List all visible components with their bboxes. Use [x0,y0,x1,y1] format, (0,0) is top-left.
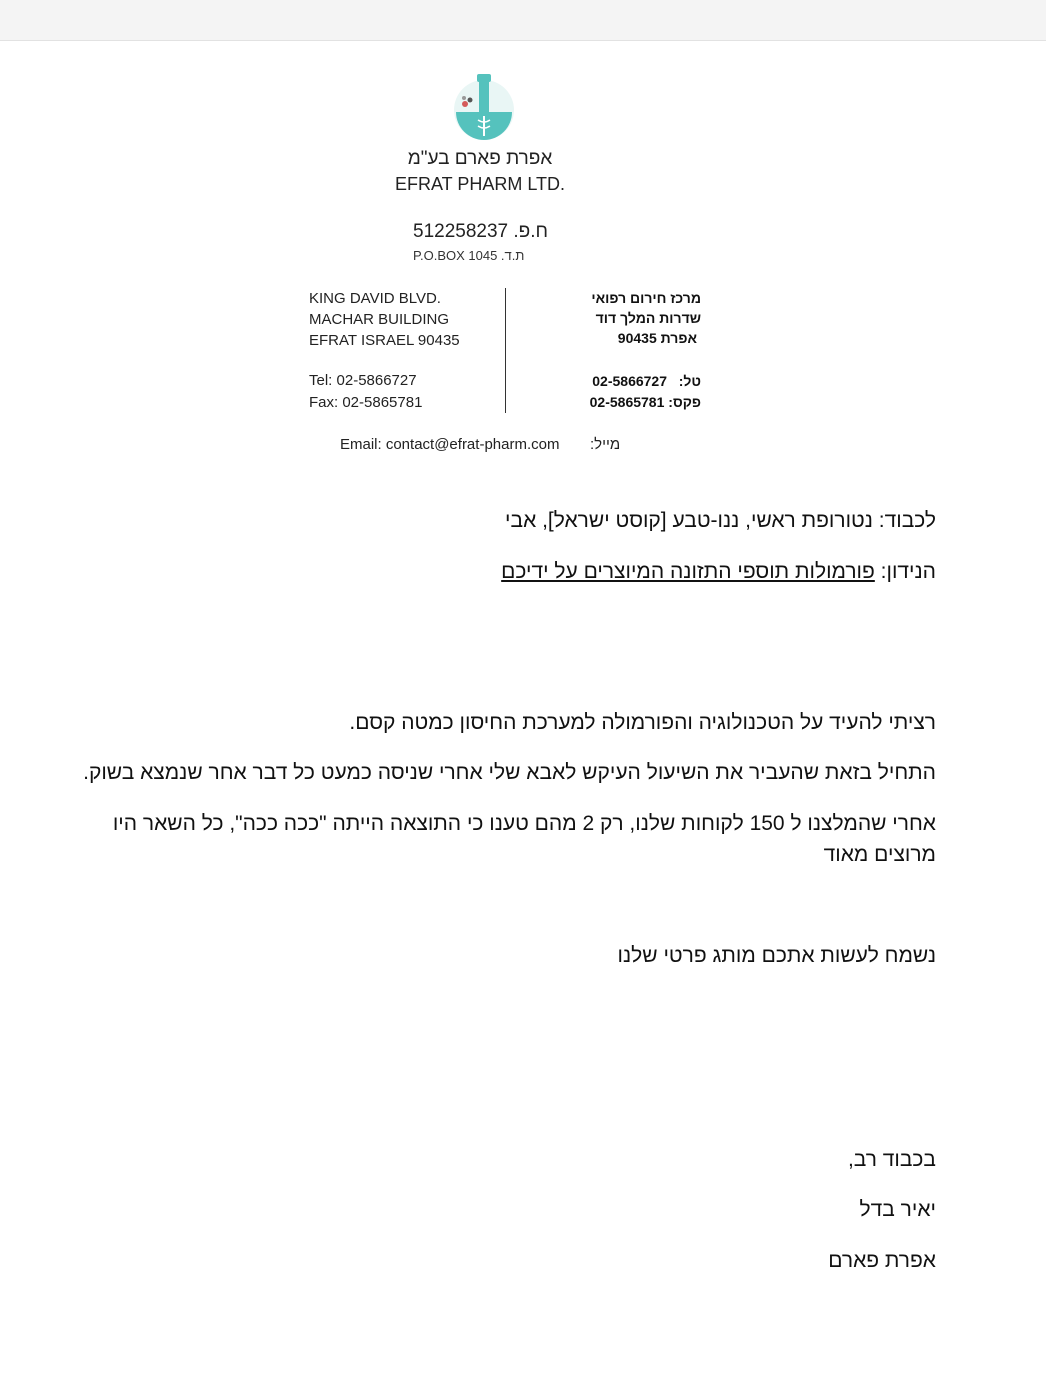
address-en-line3: EFRAT ISRAEL 90435 [309,332,460,349]
tel-he [592,373,701,389]
letter-recipient: לכבוד: נטורופת ראשי, ננו-טבע [קוסט ישראל], אבי [505,509,936,532]
subject-text: פורמולות תוספי התזונה המיוצרים על ידיכם [501,560,875,583]
tel-en: Tel: 02-5866727 [309,372,417,389]
address-he-line3: אפרת 90435 [617,330,697,346]
email-label-hebrew: מייל: [590,436,621,453]
company-name-hebrew: אפרת פארם בע"מ [407,148,553,169]
subject-label: הנידון: [880,560,936,583]
paragraph-2: התחיל בזאת שהעביר את השיעול העיקש לאבא שלי אחרי שניסה כמעט כל דבר אחר שנמצא בשוק. [83,761,936,784]
address-en-line1: KING DAVID BLVD. [309,290,441,307]
paragraph-3-line-1: אחרי שהמלצנו ל 150 לקוחות שלנו, רק 2 מהם טענו כי התוצאה הייתה "ככה ככה", כל השאר היו [112,812,936,835]
tel-he-label: טל: [678,373,701,389]
fax-he [590,394,701,410]
paragraph-1: רציתי להעיד על הטכנולוגיה והפורמולה למערכת החיסון כמטה קסם. [349,711,936,734]
signer-name: יאיר בדל [859,1198,936,1221]
address-en-line2: MACHAR BUILDING [309,311,450,328]
fax-he-number: 02-5865781 [589,394,665,410]
closing: בכבוד רב, [847,1148,936,1171]
letter-subject [501,560,936,584]
paragraph-3-line-2: מרוצים מאוד [823,843,936,866]
po-box: P.O.BOX 1045 .ת.ד [413,248,525,263]
company-id: 512258237 .ח.פ [413,221,549,242]
mortar-pestle-caduceus-icon [450,70,518,142]
email-address: Email: contact@efrat-pharm.com [340,436,560,453]
company-name-english: EFRAT PHARM LTD. [394,174,565,194]
address-he-line1: מרכז חירום רפואי [591,290,701,306]
signer-company: אפרת פארם [828,1249,936,1272]
address-he-line2: שדרות המלך דוד [595,310,701,326]
paragraph-4: נשמח לעשות אתכם מותג פרטי שלנו [617,944,936,967]
tel-he-number: 02-5866727 [592,373,668,389]
fax-en: Fax: 02-5865781 [309,394,423,411]
fax-he-label: פקס: [668,394,701,410]
address-divider [505,288,506,413]
viewer-top-bar [0,0,1046,41]
